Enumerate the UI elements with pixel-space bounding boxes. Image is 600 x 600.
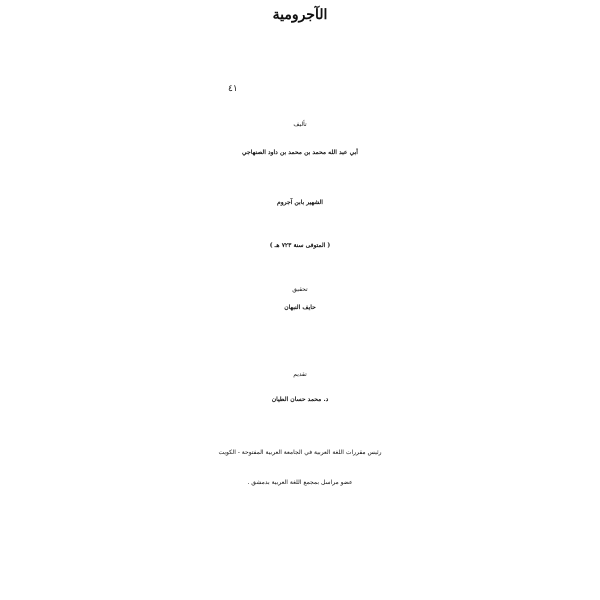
book-title: الآجرومية: [272, 7, 328, 23]
author-name: أبي عبد الله محمد بن محمد بن داود الصنهاجي: [242, 149, 358, 156]
author-death-date: ( المتوفى سنة ٧٢٣ هـ ): [269, 242, 331, 249]
editor-label: تحقيق: [292, 286, 308, 293]
title-decoration-mark: ٤١: [228, 84, 238, 94]
editor-name: حايف النبهان: [284, 304, 316, 311]
introduction-label: تقديم: [293, 371, 307, 378]
introduction-author-membership: عضو مراسل بمجمع اللغة العربية بدمشق .: [247, 479, 353, 486]
author-nickname: الشهير بابن آجروم: [277, 199, 323, 206]
introduction-author-name: د. محمد حسان الطيان: [271, 396, 329, 403]
introduction-author-role: رئيس مقررات اللغة العربية في الجامعة العربية المفتوحة - الكويت: [218, 449, 382, 456]
author-label: تأليف: [293, 121, 307, 128]
